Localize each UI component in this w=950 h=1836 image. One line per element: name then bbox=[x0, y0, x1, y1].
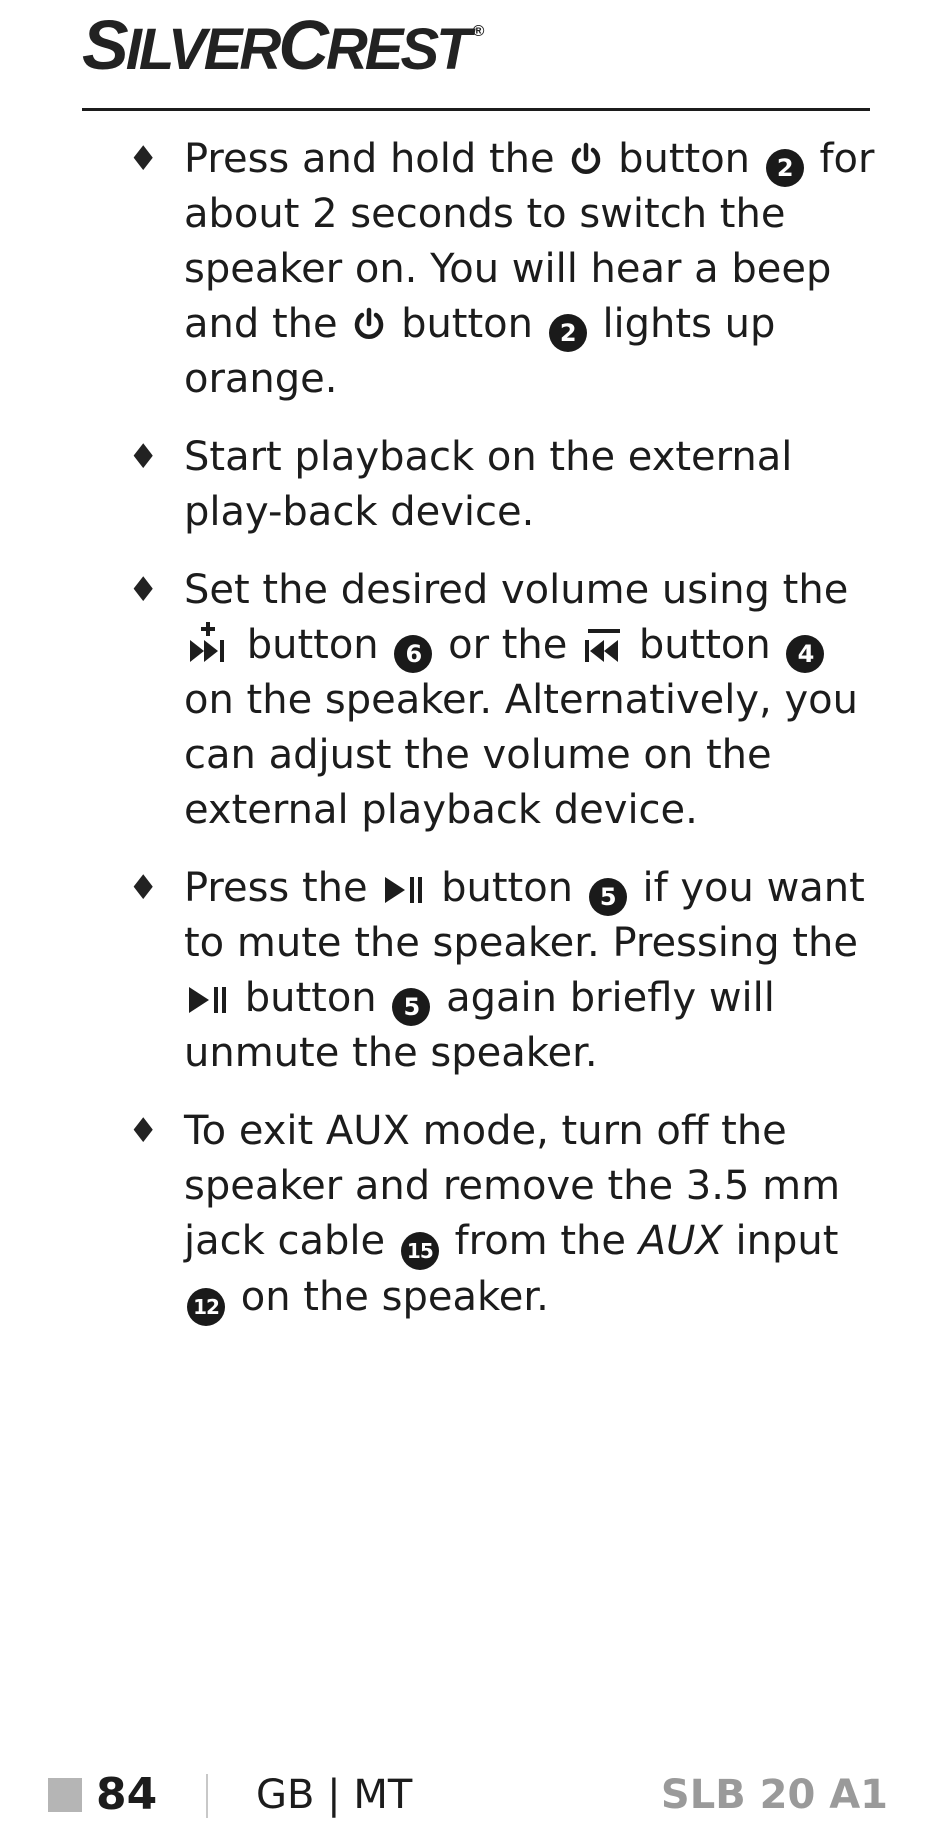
list-item: ♦ Press and hold the button 2 for about 2 seconds to switch the speaker on. You will hear a beep and the button 2 lights up orange. bbox=[122, 132, 882, 407]
instructions-list bbox=[122, 132, 882, 1349]
model-number: SLB 20 A1 bbox=[660, 1772, 888, 1818]
page-number: 84 bbox=[96, 1769, 158, 1820]
header-rule bbox=[82, 108, 870, 111]
page-marker-square bbox=[48, 1778, 82, 1812]
footer-divider bbox=[206, 1774, 208, 1818]
language-codes: GB | MT bbox=[256, 1772, 413, 1818]
list-item: ♦ Start playback on the external play-back device. bbox=[122, 430, 882, 540]
bullet-icon: ♦ bbox=[128, 1111, 159, 1151]
callout-number: 15 bbox=[401, 1232, 439, 1270]
bullet-icon: ♦ bbox=[128, 868, 159, 908]
page-footer bbox=[48, 1768, 888, 1822]
volume-up-next-icon bbox=[186, 620, 232, 664]
callout-number: 5 bbox=[392, 988, 430, 1026]
callout-number: 5 bbox=[589, 878, 627, 916]
list-item: ♦ To exit AUX mode, turn off the speaker and remove the 3.5 mm jack cable 15 from the AUX input 12 on the speaker. bbox=[122, 1104, 882, 1326]
power-icon bbox=[352, 307, 386, 343]
callout-number: 2 bbox=[766, 149, 804, 187]
list-item: ♦ Set the desired volume using the button 6 or the button 4 on the speaker. Alternatively, you can adjust the volume on the external playback device. bbox=[122, 563, 882, 838]
volume-down-prev-icon bbox=[582, 628, 624, 664]
power-icon bbox=[569, 142, 603, 178]
play-pause-icon bbox=[186, 983, 230, 1017]
callout-number: 6 bbox=[394, 635, 432, 673]
callout-number: 2 bbox=[549, 314, 587, 352]
bullet-icon: ♦ bbox=[128, 139, 159, 179]
brand-logo: SILVERCREST ® bbox=[82, 6, 485, 84]
bullet-icon: ♦ bbox=[128, 437, 159, 477]
play-pause-icon bbox=[382, 873, 426, 907]
bullet-icon: ♦ bbox=[128, 570, 159, 610]
callout-number: 12 bbox=[187, 1288, 225, 1326]
list-item: ♦ Press the button 5 if you want to mute the speaker. Pressing the button 5 again briefly will unmute the speaker. bbox=[122, 861, 882, 1081]
callout-number: 4 bbox=[786, 635, 824, 673]
